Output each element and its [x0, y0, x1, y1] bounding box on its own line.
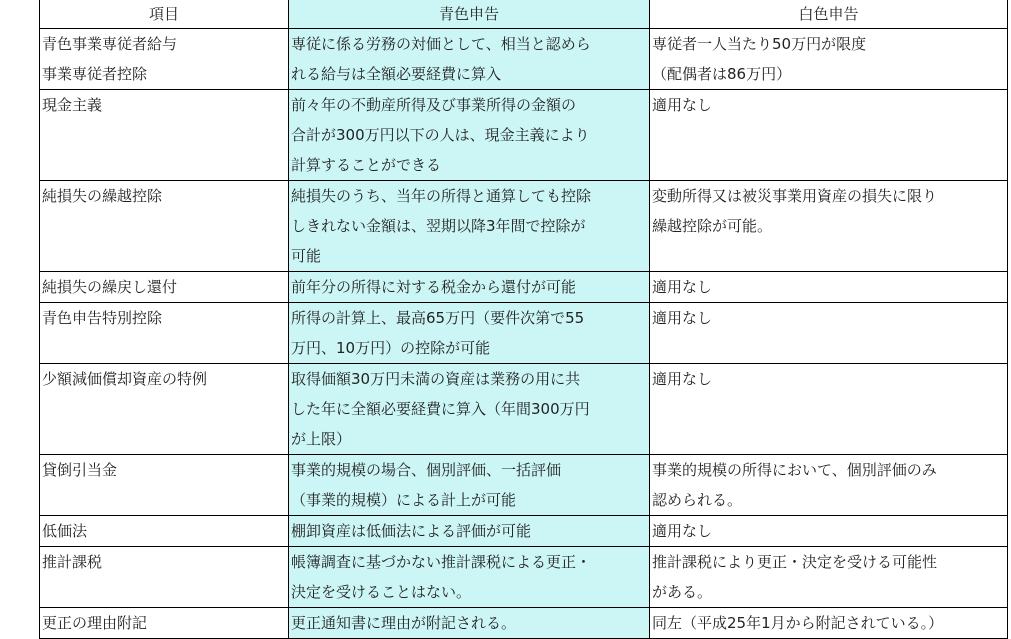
cell-text-line: 決定を受けることはない。 — [291, 583, 472, 601]
cell-text-line: しきれない金額は、翌期以降3年間で控除が — [291, 217, 586, 235]
header-item: 項目 — [40, 0, 289, 29]
cell-text-line: 低価法 — [42, 522, 88, 540]
blue-return-cell — [289, 455, 650, 516]
cell-text-line: 事業的規模の場合、個別評価、一括評価 — [291, 461, 562, 479]
cell-text-line: が上限） — [291, 430, 352, 448]
blue-return-cell — [289, 608, 650, 639]
cell-text-line: れる給与は全額必要経費に算入 — [291, 65, 502, 83]
cell-text-line: 専従者一人当たり50万円が限度 — [652, 35, 867, 53]
item-cell — [40, 608, 289, 639]
item-cell — [40, 272, 289, 303]
cell-text-line: 適用なし — [652, 96, 713, 114]
table-row — [40, 455, 1008, 516]
cell-text-line: 棚卸資産は低価法による評価が可能 — [291, 522, 532, 540]
cell-text-line: 適用なし — [652, 522, 713, 540]
item-cell — [40, 181, 289, 272]
table-row — [40, 303, 1008, 364]
white-return-cell — [650, 181, 1008, 272]
cell-text-line: 取得価額30万円未満の資産は業務の用に共 — [291, 370, 581, 388]
cell-text-line: 専従に係る労務の対価として、相当と認めら — [291, 35, 591, 53]
cell-text-line: 可能 — [291, 247, 322, 265]
white-return-cell — [650, 29, 1008, 90]
table-row — [40, 29, 1008, 90]
white-return-cell — [650, 303, 1008, 364]
item-cell — [40, 455, 289, 516]
item-cell — [40, 364, 289, 455]
item-cell — [40, 516, 289, 547]
blue-return-cell — [289, 181, 650, 272]
table-row — [40, 90, 1008, 181]
cell-text-line: 適用なし — [652, 370, 713, 388]
cell-text-line: 青色申告特別控除 — [42, 309, 163, 327]
blue-return-cell — [289, 516, 650, 547]
item-cell — [40, 547, 289, 608]
cell-text-line: 更正の理由附記 — [42, 614, 148, 632]
cell-text-line: 合計が300万円以下の人は、現金主義により — [291, 126, 590, 144]
header-white-return: 白色申告 — [650, 0, 1008, 29]
comparison-table-container — [39, 0, 1008, 639]
blue-return-cell — [289, 303, 650, 364]
white-return-cell — [650, 516, 1008, 547]
table-body — [40, 29, 1008, 639]
cell-text-line: 現金主義 — [42, 96, 103, 114]
cell-text-line: 帳簿調査に基づかない推計課税による更正・ — [291, 553, 592, 571]
cell-text-line: 認められる。 — [652, 491, 743, 509]
white-return-cell — [650, 608, 1008, 639]
cell-text-line: 青色事業専従者給与 — [42, 35, 178, 53]
white-return-cell — [650, 364, 1008, 455]
cell-text-line: 純損失の繰戻し還付 — [42, 278, 178, 296]
cell-text-line: 変動所得又は被災事業用資産の損失に限り — [652, 187, 938, 205]
cell-text-line: 所得の計算上、最高65万円（要件次第で55 — [291, 309, 585, 327]
cell-text-line: 純損失の繰越控除 — [42, 187, 163, 205]
blue-return-cell — [289, 90, 650, 181]
cell-text-line: 適用なし — [652, 278, 713, 296]
table-row — [40, 516, 1008, 547]
table-row — [40, 608, 1008, 639]
blue-return-cell — [289, 272, 650, 303]
cell-text-line: 万円、10万円）の控除が可能 — [291, 339, 491, 357]
table-row — [40, 181, 1008, 272]
header-row — [40, 0, 1008, 29]
blue-return-cell — [289, 29, 650, 90]
item-cell — [40, 303, 289, 364]
white-return-cell — [650, 90, 1008, 181]
table-row — [40, 272, 1008, 303]
blue-return-cell — [289, 364, 650, 455]
white-return-cell — [650, 272, 1008, 303]
cell-text-line: 適用なし — [652, 309, 713, 327]
cell-text-line: 純損失のうち、当年の所得と通算しても控除 — [291, 187, 592, 205]
cell-text-line: 事業専従者控除 — [42, 65, 148, 83]
cell-text-line: 推計課税 — [42, 553, 103, 571]
header-blue-return: 青色申告 — [289, 0, 650, 29]
cell-text-line: した年に全額必要経費に算入（年間300万円 — [291, 400, 590, 418]
cell-text-line: 計算することができる — [291, 156, 442, 174]
cell-text-line: （配偶者は86万円） — [652, 65, 792, 83]
cell-text-line: （事業的規模）による計上が可能 — [291, 491, 517, 509]
cell-text-line: 貸倒引当金 — [42, 461, 118, 479]
cell-text-line: 事業的規模の所得において、個別評価のみ — [652, 461, 937, 479]
cell-text-line: 前年分の所得に対する税金から還付が可能 — [291, 278, 577, 296]
item-cell — [40, 90, 289, 181]
blue-white-return-comparison-table — [39, 0, 1008, 639]
cell-text-line: がある。 — [652, 583, 713, 601]
table-row — [40, 364, 1008, 455]
cell-text-line: 同左（平成25年1月から附記されている。） — [652, 614, 944, 632]
cell-text-line: 繰越控除が可能。 — [652, 217, 773, 235]
white-return-cell — [650, 455, 1008, 516]
item-cell — [40, 29, 289, 90]
cell-text-line: 少額減価償却資産の特例 — [42, 370, 208, 388]
white-return-cell — [650, 547, 1008, 608]
cell-text-line: 推計課税により更正・決定を受ける可能性 — [652, 553, 938, 571]
table-row — [40, 547, 1008, 608]
blue-return-cell — [289, 547, 650, 608]
cell-text-line: 前々年の不動産所得及び事業所得の金額の — [291, 96, 577, 114]
cell-text-line: 更正通知書に理由が附記される。 — [291, 614, 517, 632]
